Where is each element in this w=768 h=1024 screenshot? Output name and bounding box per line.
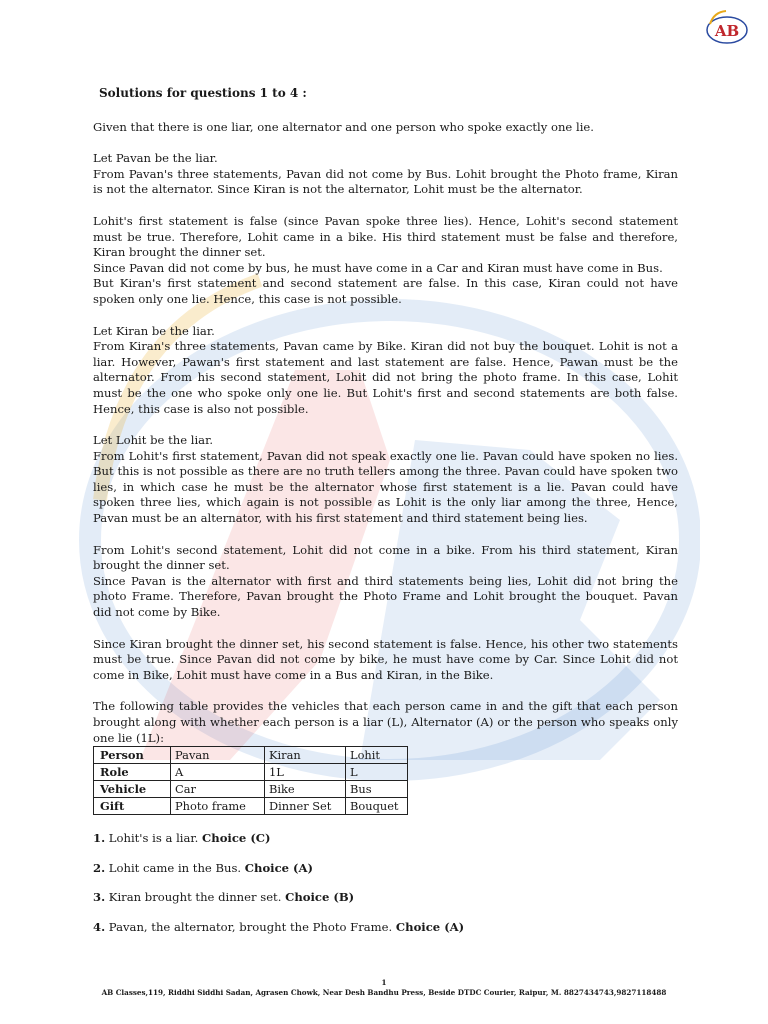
page-heading: Solutions for questions 1 to 4 : [99, 86, 307, 100]
table-cell: A [171, 764, 265, 781]
table-row [94, 781, 408, 798]
document-body [93, 86, 678, 950]
paragraph [93, 433, 678, 527]
paragraph-line: Since Pavan did not come by bus, he must have come in a Car and Kiran must have come in Bus. [93, 260, 663, 275]
answer-choice: Choice (A) [244, 860, 314, 875]
paragraph-line: Let Pavan be the liar. [93, 151, 218, 166]
answer-text: Kiran brought the dinner set. [105, 890, 286, 905]
paragraph-line: Let Lohit be the liar. [93, 433, 214, 448]
paragraph-line: Since Kiran brought the dinner set, his second statement is false. Hence, his other two statements must be true. Since Pavan did not come by bike, he must have come by Car. Since Lohit did not come in Bike, Lohit must have come in a Bus and Kiran, in the Bike. [93, 636, 678, 682]
table-header-row [94, 747, 408, 764]
table-cell: Dinner Set [265, 798, 346, 815]
paragraph [93, 214, 678, 308]
answer-number: 1. [93, 831, 106, 846]
answer-choice: Choice (C) [202, 831, 271, 846]
table-cell: Bus [346, 781, 408, 798]
paragraph-line: From Pavan's three statements, Pavan did not come by Bus. Lohit brought the Photo frame, Kiran is not the alternator. Since Kiran is not the alternator, Lohit must be the alternator. [93, 166, 678, 197]
answer-item [93, 861, 678, 877]
paragraph [93, 543, 678, 621]
ab-logo [704, 8, 750, 46]
paragraph-line: But Kiran's first statement and second statement are false. In this case, Kiran could not have spoken only one lie. Hence, this case is not possible. [93, 276, 678, 306]
table-cell: Vehicle [94, 781, 171, 798]
paragraph-line: From Lohit's first statement, Pavan did not speak exactly one lie. Pavan could have spoken no lies. But this is not possible as there are no truth tellers among the three. Pavan could have spoken two lies, in which case he must be the alternator whose first statement is a lie. Pavan could have spoken three lies, which again is not possible as Lohit is the only liar among the three, Hence, Pavan must be an alternator, with his first statement and third statement being lies. [93, 448, 678, 526]
table-header-cell: Lohit [346, 747, 408, 764]
logo-text: AB [714, 22, 740, 40]
table-cell: Bike [265, 781, 346, 798]
table-row [94, 764, 408, 781]
table-cell: Car [171, 781, 265, 798]
table-cell: Photo frame [171, 798, 265, 815]
answer-item [93, 890, 678, 906]
answer-number: 4. [93, 919, 106, 934]
paragraph [93, 324, 678, 418]
table-cell: Bouquet [346, 798, 408, 815]
paragraph-line: Let Kiran be the liar. [93, 323, 215, 338]
summary-table [93, 746, 408, 815]
answer-number: 3. [93, 890, 106, 905]
answer-text: Lohit's is a liar. [105, 831, 203, 846]
answer-item [93, 831, 678, 847]
paragraph-line: Lohit's first statement is false (since Pavan spoke three lies). Hence, Lohit's second statement must be true. Therefore, Lohit came in a bike. His third statement must be false and therefore, Kiran brought the dinner set. [93, 213, 678, 260]
table-header-cell: Pavan [171, 747, 265, 764]
table-cell: Gift [94, 798, 171, 815]
table-cell: 1L [265, 764, 346, 781]
paragraph-line: From Kiran's three statements, Pavan came by Bike. Kiran did not buy the bouquet. Lohit is not a liar. However, Pawan's first statement and last statement are false. Hence, Pawan must be the alternator. From his second statement, Lohit did not bring the photo frame. In this case, Lohit must be the one who spoke only one lie. But Lohit's first and second statements are both false. Hence, this case is also not possible. [93, 339, 678, 416]
table-header-cell: Kiran [265, 747, 346, 764]
table-row [94, 798, 408, 815]
answer-number: 2. [93, 860, 106, 875]
paragraph [93, 151, 678, 198]
footer-address: AB Classes,119, Riddhi Siddhi Sadan, Agrasen Chowk, Near Desh Bandhu Press, Beside DTDC Courier, Raipur, M. 8827434743,9827118488 [101, 988, 667, 997]
paragraph [93, 637, 678, 684]
paragraph-line: Since Pavan is the alternator with first and third statements being lies, Lohit did not bring the photo Frame. Therefore, Pavan brought the Photo Frame and Lohit brought the bouquet. Pavan did not come by Bike. [93, 573, 678, 620]
paragraph [93, 120, 678, 136]
table-cell: Role [94, 764, 171, 781]
answer-choice: Choice (B) [285, 890, 355, 905]
table-cell: L [346, 764, 408, 781]
table-intro: The following table provides the vehicles that each person came in and the gift that each person brought along with whether each person is a liar (L), Alternator (A) or the person who speaks only one lie (1L): [93, 699, 678, 745]
answer-text: Pavan, the alternator, brought the Photo Frame. [105, 919, 396, 934]
answer-choice: Choice (A) [395, 919, 465, 934]
answer-text: Lohit came in the Bus. [105, 860, 245, 875]
paragraph-line: Given that there is one liar, one alternator and one person who spoke exactly one lie. [93, 119, 594, 134]
paragraph-line: From Lohit's second statement, Lohit did not come in a bike. From his third statement, Kiran brought the dinner set. [93, 542, 678, 573]
page-footer [0, 978, 768, 998]
table-header-cell: Person [94, 747, 171, 764]
page-number: 1 [381, 978, 387, 987]
answer-item [93, 920, 678, 936]
